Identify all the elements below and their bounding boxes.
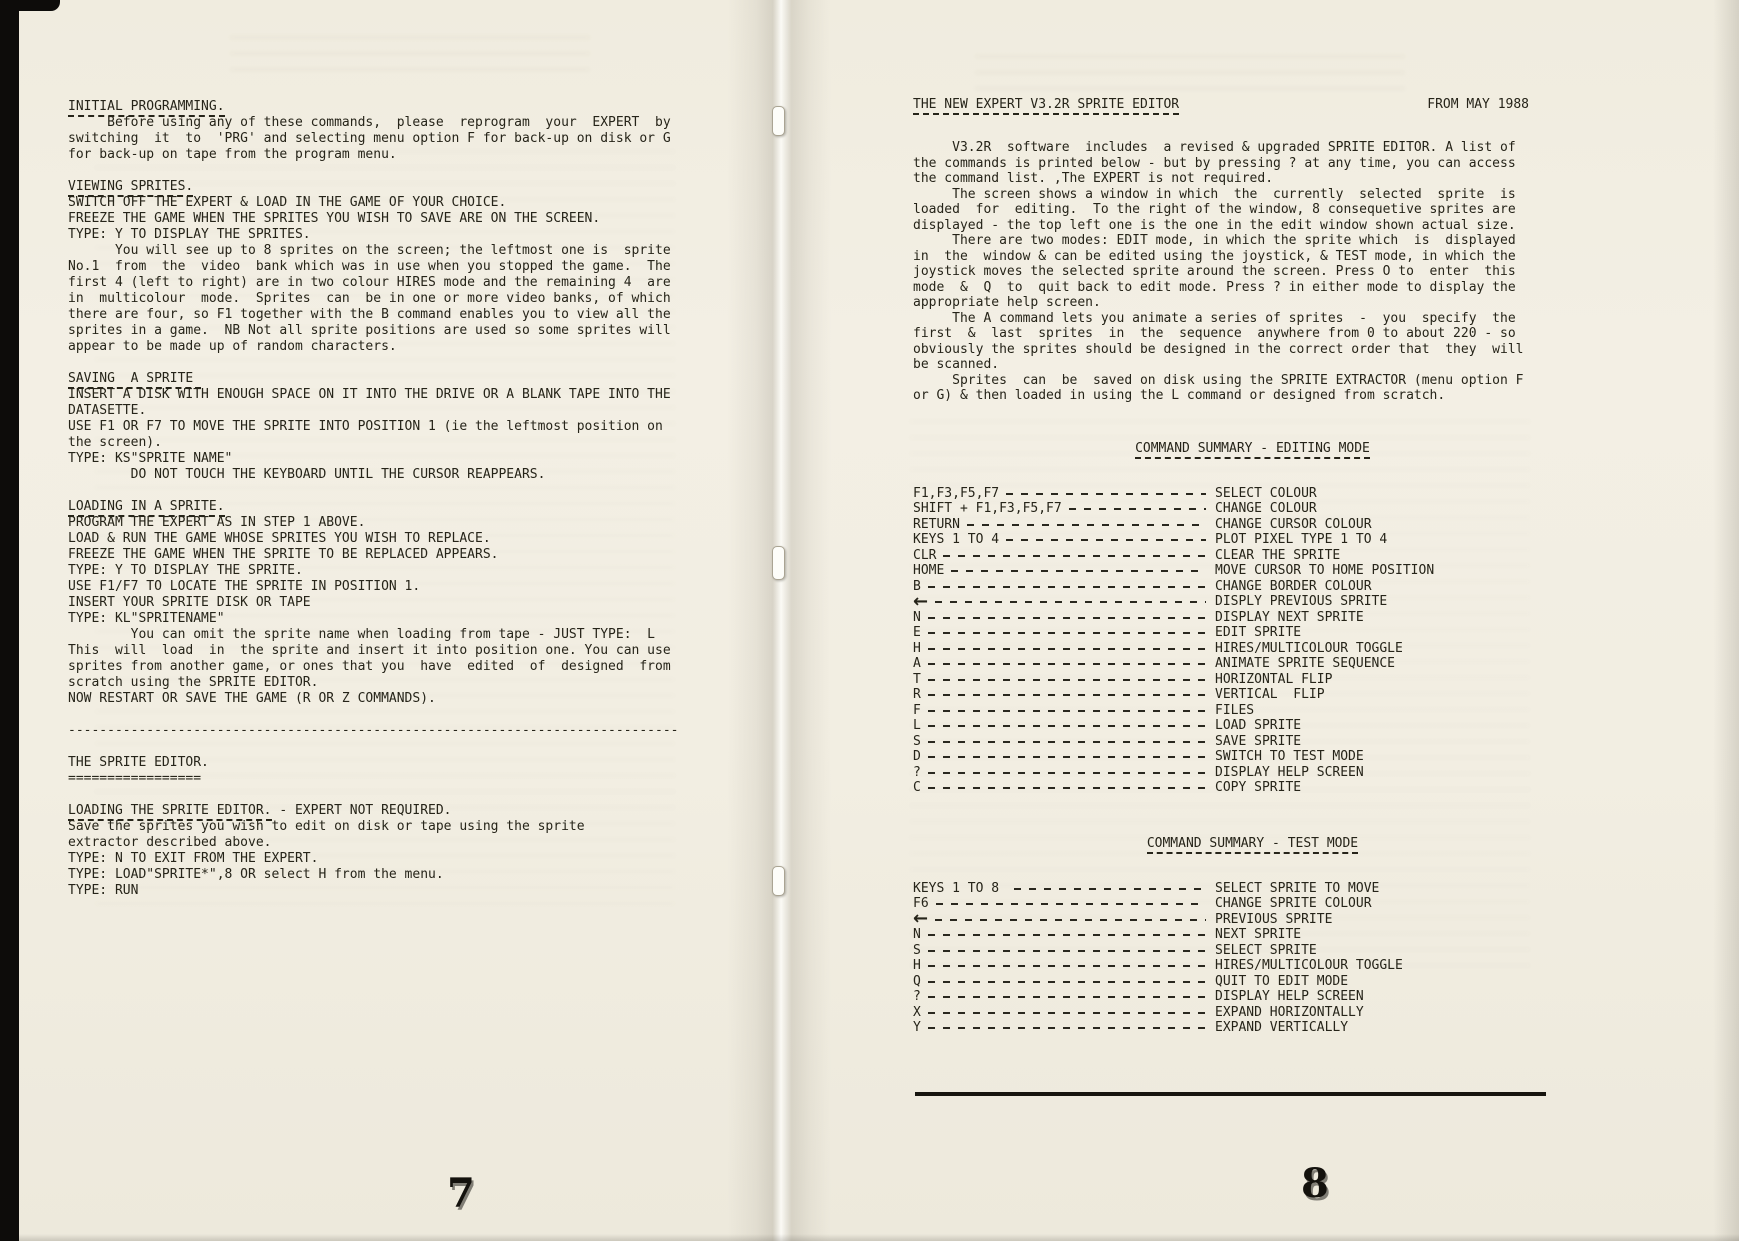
command-key: HOME	[913, 563, 945, 579]
command-key: S	[913, 733, 921, 749]
command-action: FILES	[1215, 702, 1255, 718]
dash-fill	[928, 974, 1206, 990]
text-line: THE SPRITE EDITOR.	[68, 755, 209, 770]
dash-fill	[928, 625, 1206, 641]
text-line: INSERT YOUR SPRITE DISK OR TAPE	[68, 595, 311, 610]
command-action: CHANGE CURSOR COLOUR	[1215, 516, 1372, 532]
command-key: X	[913, 1004, 921, 1020]
heading-text: INITIAL PROGRAMMING.	[68, 99, 225, 117]
text-line: in the window & can be edited using the joystick, & TEST mode, in which the	[913, 248, 1516, 264]
text-line: joystick moves the selected sprite around the screen. Press O to enter this	[913, 264, 1516, 279]
command-row	[913, 579, 1545, 595]
text-line: there are four, so F1 together with the B command enables you to view all the	[68, 307, 671, 322]
dash-fill	[928, 943, 1206, 959]
text-line: FREEZE THE GAME WHEN THE SPRITES YOU WISH TO SAVE ARE ON THE SCREEN.	[68, 211, 601, 226]
intro-paragraphs	[913, 140, 1545, 404]
dash-fill	[943, 548, 1206, 564]
command-key: D	[913, 749, 921, 765]
dash-fill	[935, 912, 1206, 928]
command-row	[913, 765, 1545, 781]
text-line: TYPE: RUN	[68, 883, 139, 898]
command-action: EXPAND HORIZONTALLY	[1215, 1004, 1364, 1020]
command-row	[913, 656, 1545, 672]
command-row	[913, 687, 1545, 703]
command-row	[913, 641, 1545, 657]
command-row	[913, 989, 1545, 1005]
heading-text: VIEWING SPRITES.	[68, 179, 193, 197]
text-line: USE F1 OR F7 TO MOVE THE SPRITE INTO POSITION 1 (ie the leftmost position on	[68, 419, 663, 434]
command-row	[913, 548, 1545, 564]
dash-fill	[928, 989, 1206, 1005]
command-row	[913, 703, 1545, 719]
heading-text: LOADING THE SPRITE EDITOR.	[68, 803, 272, 821]
command-action: NEXT SPRITE	[1215, 927, 1302, 943]
text-line: be scanned.	[913, 357, 1000, 372]
text-line: the command list. ,The EXPERT is not required.	[913, 171, 1274, 186]
command-action: CHANGE SPRITE COLOUR	[1215, 896, 1372, 912]
command-row	[913, 734, 1545, 750]
page-title: THE NEW EXPERT V3.2R SPRITE EDITOR	[913, 97, 1179, 115]
test-mode-summary-title: COMMAND SUMMARY - TEST MODE	[1147, 836, 1358, 854]
staple-thread	[772, 866, 785, 896]
command-action: CLEAR THE SPRITE	[1215, 547, 1341, 563]
text-line: V3.2R software includes a revised & upgraded SPRITE EDITOR. A list of	[913, 140, 1516, 155]
command-action: MOVE CURSOR TO HOME POSITION	[1215, 563, 1435, 579]
command-action: HIRES/MULTICOLOUR TOGGLE	[1215, 640, 1403, 656]
text-line: appropriate help screen.	[913, 295, 1101, 310]
command-key: ?	[913, 764, 921, 780]
text-line: INSERT A DISK WITH ENOUGH SPACE ON IT INTO THE DRIVE OR A BLANK TAPE INTO THE	[68, 387, 671, 402]
dash-fill	[1006, 532, 1206, 548]
scanner-edge-right	[1713, 0, 1739, 1241]
text-line: loaded for editing. To the right of the window, 8 consequetive sprites are	[913, 202, 1516, 217]
dash-fill	[928, 780, 1206, 796]
dash-fill	[967, 517, 1206, 533]
dash-fill	[928, 765, 1206, 781]
command-key: SHIFT + F1,F3,F5,F7	[913, 501, 1062, 517]
text-line: You can omit the sprite name when loading from tape - JUST TYPE: L	[68, 627, 655, 642]
text-line: The A command lets you animate a series of sprites - you specify the	[913, 310, 1516, 326]
blank-line	[68, 483, 688, 499]
command-row	[913, 532, 1545, 548]
command-row	[913, 908, 1545, 930]
text-line: ------------------------------------------------------------------------------	[68, 723, 679, 738]
text-line: for back-up on tape from the program menu.	[68, 147, 397, 162]
dash-fill	[936, 896, 1206, 912]
text-line: appear to be made up of random characters.	[68, 339, 397, 354]
scanner-edge-left	[0, 0, 19, 1241]
bleed-through-texture	[975, 55, 1405, 95]
blank-line	[68, 163, 688, 179]
text-line: obviously the sprites should be designed in the correct order that they will	[913, 341, 1524, 357]
command-action: CHANGE BORDER COLOUR	[1215, 578, 1372, 594]
scanner-corner-top-left	[0, 0, 60, 11]
text-line: USE F1/F7 TO LOCATE THE SPRITE IN POSITION 1.	[68, 579, 421, 594]
command-row	[913, 486, 1545, 502]
blank-line	[68, 787, 688, 803]
section-heading	[68, 371, 688, 387]
command-action: COPY SPRITE	[1215, 780, 1302, 796]
dash-fill	[928, 672, 1206, 688]
text-line: first 4 (left to right) are in two colour HIRES mode and the remaining 4 are	[68, 275, 671, 290]
text-line: SWITCH OFF THE EXPERT & LOAD IN THE GAME OF YOUR CHOICE.	[68, 195, 507, 210]
command-key: R	[913, 687, 921, 703]
command-row	[913, 881, 1545, 897]
command-row	[913, 943, 1545, 959]
command-action: HIRES/MULTICOLOUR TOGGLE	[1215, 958, 1403, 974]
text-line: extractor described above.	[68, 835, 272, 850]
blank-line	[68, 355, 688, 371]
test-mode-command-list	[913, 881, 1545, 1036]
text-line: the screen).	[68, 435, 162, 450]
command-key: RETURN	[913, 516, 960, 532]
command-key: A	[913, 656, 921, 672]
text-line: TYPE: LOAD"SPRITE*",8 OR select H from the menu.	[68, 867, 444, 882]
test-mode-summary-heading	[913, 820, 1545, 868]
text-line: TYPE: KS"SPRITE NAME"	[68, 451, 233, 466]
text-line: TYPE: KL"SPRITENAME"	[68, 611, 225, 626]
command-key: L	[913, 718, 921, 734]
command-action: LOAD SPRITE	[1215, 718, 1302, 734]
command-key: Q	[913, 973, 921, 989]
text-line: TYPE: Y TO DISPLAY THE SPRITES.	[68, 227, 311, 242]
dash-fill	[928, 579, 1206, 595]
command-action: CHANGE COLOUR	[1215, 501, 1317, 517]
command-row	[913, 749, 1545, 765]
command-action: PREVIOUS SPRITE	[1215, 911, 1333, 927]
command-key: F6	[913, 896, 929, 912]
left-page	[68, 99, 688, 899]
command-row	[913, 780, 1545, 796]
dash-fill	[928, 641, 1206, 657]
command-row	[913, 1005, 1545, 1021]
command-key: H	[913, 958, 921, 974]
command-row	[913, 974, 1545, 990]
text-line: Before using any of these commands, please reprogram your EXPERT by	[68, 115, 671, 130]
command-action: SWITCH TO TEST MODE	[1215, 749, 1364, 765]
text-line: mode & Q to quit back to edit mode. Press ? in either mode to display the	[913, 279, 1516, 295]
text-line: The screen shows a window in which the currently selected sprite is	[913, 186, 1516, 202]
command-action: DISPLY PREVIOUS SPRITE	[1215, 594, 1388, 610]
dash-fill	[928, 958, 1206, 974]
editing-mode-command-list	[913, 486, 1545, 796]
command-row	[913, 672, 1545, 688]
text-line: LOAD & RUN THE GAME WHOSE SPRITES YOU WISH TO REPLACE.	[68, 531, 491, 546]
heading-suffix: - EXPERT NOT REQUIRED.	[271, 803, 452, 818]
command-row	[913, 501, 1545, 517]
command-key: B	[913, 578, 921, 594]
dash-fill	[928, 718, 1206, 734]
heading-text: SAVING A SPRITE	[68, 371, 201, 389]
command-row	[913, 718, 1545, 734]
text-line: =================	[68, 771, 202, 786]
command-key: Y	[913, 1020, 921, 1036]
command-key: ?	[913, 989, 921, 1005]
command-action: ANIMATE SPRITE SEQUENCE	[1215, 656, 1396, 672]
command-row	[913, 1020, 1545, 1036]
scanner-edge-bottom	[0, 1234, 1739, 1241]
command-action: DISPLAY NEXT SPRITE	[1215, 609, 1364, 625]
command-row	[913, 896, 1545, 912]
page-date: FROM MAY 1988	[1427, 97, 1529, 112]
text-line: FREEZE THE GAME WHEN THE SPRITE TO BE REPLACED APPEARS.	[68, 547, 499, 562]
command-action: QUIT TO EDIT MODE	[1215, 973, 1349, 989]
dash-fill	[928, 734, 1206, 750]
command-row	[913, 625, 1545, 641]
text-line: DO NOT TOUCH THE KEYBOARD UNTIL THE CURSOR REAPPEARS.	[68, 467, 546, 482]
text-line: or G) & then loaded in using the L command or designed from scratch.	[913, 388, 1446, 403]
text-line: PROGRAM THE EXPERT AS IN STEP 1 ABOVE.	[68, 515, 366, 530]
right-page-header	[913, 97, 1545, 119]
text-line: scratch using the SPRITE EDITOR.	[68, 675, 319, 690]
bleed-through-texture	[230, 36, 590, 82]
command-action: VERTICAL FLIP	[1215, 687, 1325, 703]
dash-fill	[928, 927, 1206, 943]
binding-gutter	[727, 0, 831, 1241]
section-heading	[68, 499, 688, 515]
page-number-left: 7	[447, 1170, 475, 1217]
command-row	[913, 517, 1545, 533]
command-key: CLR	[913, 547, 937, 563]
text-line: Save the sprites you wish to edit on disk or tape using the sprite	[68, 819, 585, 834]
command-key: F	[913, 702, 921, 718]
command-action: EDIT SPRITE	[1215, 625, 1302, 641]
text-line: displayed - the top left one is the one in the edit window shown actual size.	[913, 217, 1516, 233]
editing-mode-summary-title: COMMAND SUMMARY - EDITING MODE	[1135, 441, 1370, 459]
command-key: T	[913, 671, 921, 687]
text-line: DATASETTE.	[68, 403, 147, 418]
command-key: F1,F3,F5,F7	[913, 485, 1000, 501]
command-row	[913, 927, 1545, 943]
blank-line	[68, 707, 688, 723]
dash-fill	[928, 656, 1206, 672]
dash-fill	[1006, 486, 1206, 502]
text-line: TYPE: N TO EXIT FROM THE EXPERT.	[68, 851, 319, 866]
text-line: NOW RESTART OR SAVE THE GAME (R OR Z COMMANDS).	[68, 691, 436, 706]
text-line: There are two modes: EDIT mode, in which the sprite which is displayed	[913, 233, 1516, 248]
page-number-right: 8	[1301, 1160, 1329, 1207]
text-line: in multicolour mode. Sprites can be in one or more video banks, of which	[68, 291, 671, 306]
text-line: sprites in a game. NB Not all sprite positions are used so some sprites will	[68, 323, 671, 338]
command-key: N	[913, 609, 921, 625]
dash-fill	[935, 594, 1206, 610]
section-heading	[68, 99, 688, 115]
dash-fill	[951, 563, 1206, 579]
section-heading	[68, 803, 688, 819]
command-action: SELECT SPRITE	[1215, 942, 1317, 958]
command-action: SELECT SPRITE TO MOVE	[1215, 880, 1380, 896]
dash-fill	[928, 1005, 1206, 1021]
dash-fill	[928, 1020, 1206, 1036]
text-line: Sprites can be saved on disk using the SPRITE EXTRACTOR (menu option F	[913, 372, 1524, 388]
command-action: SAVE SPRITE	[1215, 733, 1302, 749]
command-action: PLOT PIXEL TYPE 1 TO 4	[1215, 532, 1388, 548]
dash-fill	[928, 687, 1206, 703]
command-row	[913, 958, 1545, 974]
blank-line	[68, 739, 688, 755]
text-line: switching it to 'PRG' and selecting menu option F for back-up on disk or G	[68, 131, 671, 146]
command-row	[913, 590, 1545, 612]
dash-fill	[928, 703, 1206, 719]
text-line: the commands is printed below - but by pressing ? at any time, you can access	[913, 155, 1516, 171]
dash-fill	[1014, 881, 1206, 897]
text-line: sprites from another game, or ones that you have edited of designed from	[68, 659, 671, 674]
left-arrow-key-icon: ←	[913, 908, 929, 930]
text-line: You will see up to 8 sprites on the screen; the leftmost one is sprite	[68, 243, 671, 258]
command-key: N	[913, 927, 921, 943]
command-key: S	[913, 942, 921, 958]
bottom-rule	[915, 1092, 1546, 1096]
command-key: H	[913, 640, 921, 656]
text-line: No.1 from the video bank which was in use when you stopped the game. The	[68, 259, 671, 274]
text-line: TYPE: Y TO DISPLAY THE SPRITE.	[68, 563, 303, 578]
dash-fill	[928, 749, 1206, 765]
command-action: EXPAND VERTICALLY	[1215, 1020, 1349, 1036]
heading-text: LOADING IN A SPRITE.	[68, 499, 225, 517]
command-action: HORIZONTAL FLIP	[1215, 671, 1333, 687]
staple-thread	[772, 106, 785, 136]
command-action: SELECT COLOUR	[1215, 485, 1317, 501]
command-action: DISPLAY HELP SCREEN	[1215, 989, 1364, 1005]
command-row	[913, 610, 1545, 626]
command-key: E	[913, 625, 921, 641]
staple-thread	[772, 546, 785, 580]
command-key: KEYS 1 TO 8	[913, 880, 1007, 896]
text-line: first & last sprites in the sequence anywhere from 0 to about 220 - so	[913, 326, 1516, 341]
text-line: This will load in the sprite and insert it into position one. You can use	[68, 643, 671, 658]
editing-mode-summary-heading	[913, 425, 1545, 473]
command-row	[913, 563, 1545, 579]
section-heading	[68, 179, 688, 195]
dash-fill	[1069, 501, 1206, 517]
command-key: C	[913, 780, 921, 796]
dash-fill	[928, 610, 1206, 626]
right-page	[913, 97, 1545, 1036]
command-action: DISPLAY HELP SCREEN	[1215, 764, 1364, 780]
left-arrow-key-icon: ←	[913, 590, 929, 612]
command-key: KEYS 1 TO 4	[913, 532, 1000, 548]
